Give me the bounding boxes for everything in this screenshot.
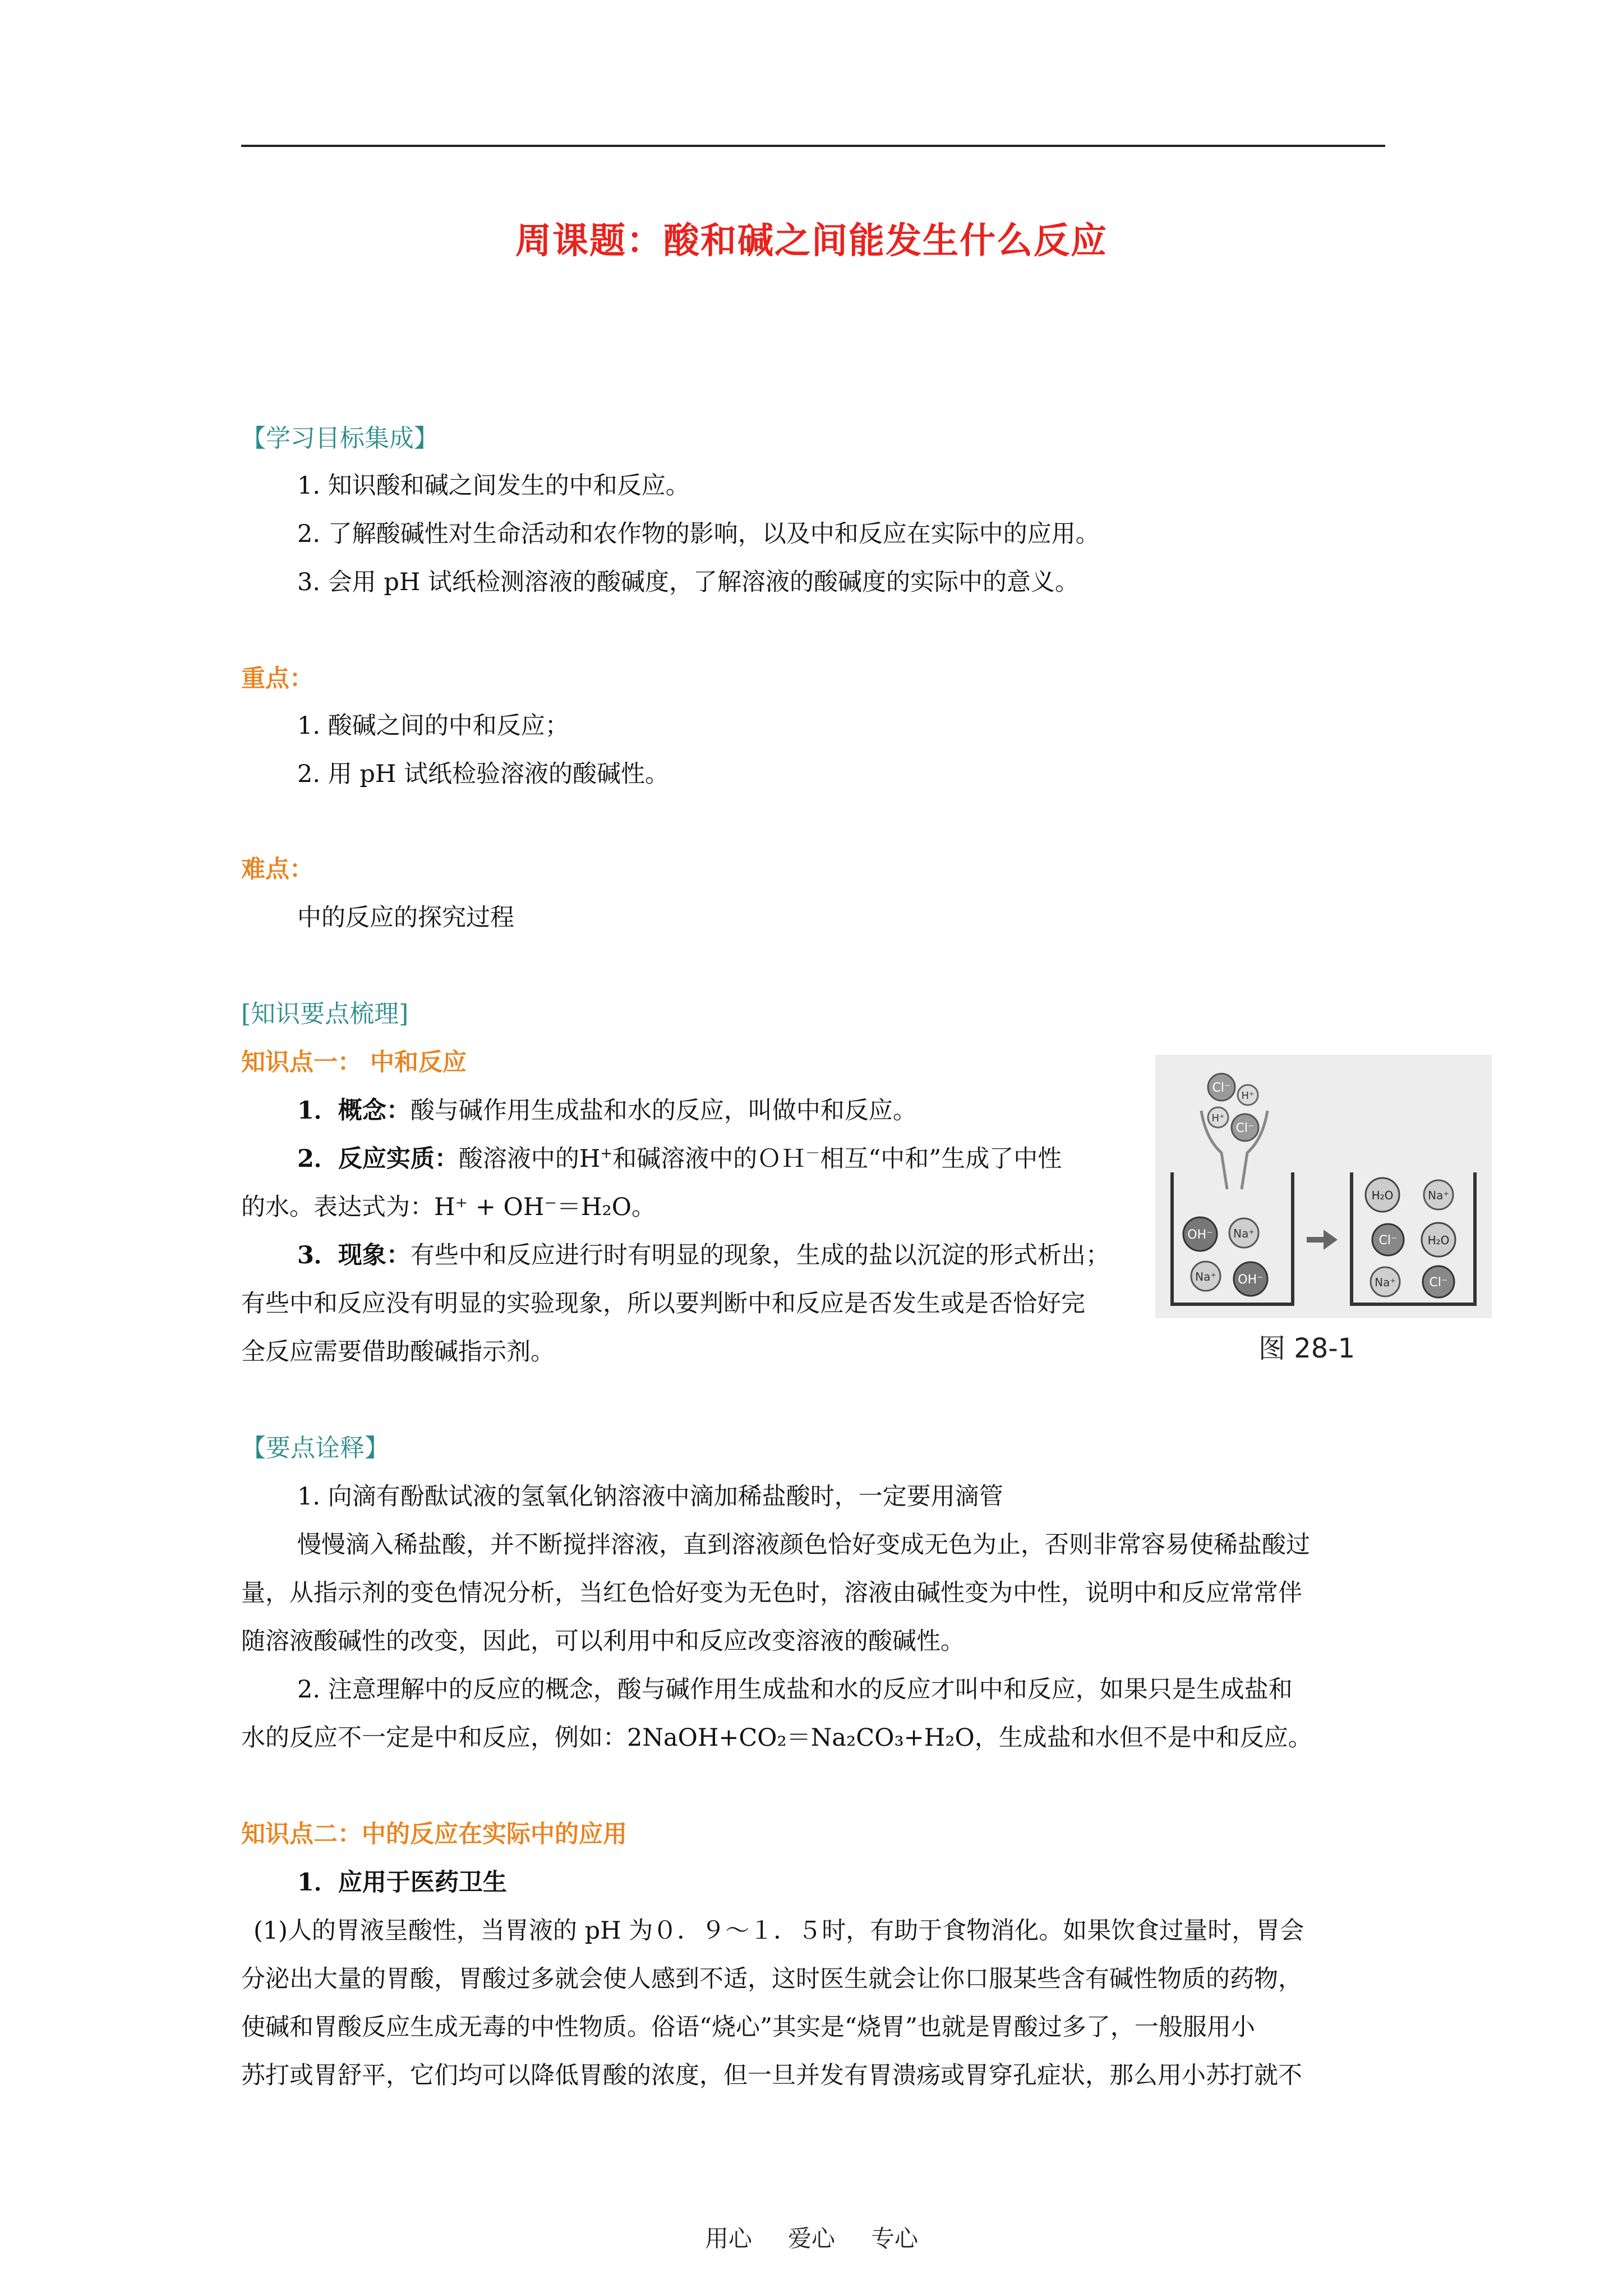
left-ion-1: OH⁻ bbox=[1187, 1228, 1213, 1242]
phenomenon-line-2: 有些中和反应没有明显的实验现象，所以要判断中和反应是否发生或是否恰好完 bbox=[241, 1290, 1085, 1318]
page-footer bbox=[0, 2220, 1623, 2254]
drop-ion-3: H⁺ bbox=[1211, 1112, 1225, 1124]
right-ion-4: H₂O bbox=[1427, 1234, 1450, 1247]
essence-c: 相互“中和”生成了中性 bbox=[820, 1145, 1062, 1173]
right-ion-1: H₂O bbox=[1371, 1189, 1394, 1202]
explain-line-3: 量，从指示剂的变色情况分析，当红色恰好变为无色时，溶液由碱性变为中性，说明中和反应常常伴 bbox=[241, 1579, 1302, 1607]
explain-line-1: 1. 向滴有酚酞试液的氢氧化钠溶液中滴加稀盐酸时，一定要用滴管 bbox=[297, 1483, 1003, 1511]
left-ion-4: OH⁻ bbox=[1238, 1273, 1264, 1287]
plus-sign: + bbox=[600, 1145, 613, 1162]
essence-line-2: 的水。表达式为：H⁺ + OH⁻＝H₂O。 bbox=[241, 1193, 656, 1221]
essence-line bbox=[297, 1142, 1062, 1176]
difficulties-heading: 难点： bbox=[241, 855, 313, 884]
explain-line-6: 水的反应不一定是中和反应，例如：2NaOH+CO₂＝Na₂CO₃+H₂O，生成盐和水但不是中和反应。 bbox=[241, 1724, 1312, 1752]
right-ion-3: Cl⁻ bbox=[1378, 1234, 1398, 1248]
knowledge-heading: [知识要点梳理] bbox=[241, 1000, 409, 1028]
drop-ion-4: Cl⁻ bbox=[1235, 1121, 1255, 1135]
explain-line-5: 2. 注意理解中的反应的概念，酸与碱作用生成盐和水的反应才叫中和反应，如果只是生成盐和 bbox=[297, 1676, 1293, 1704]
key-point-2: 2. 用 pH 试纸检验溶液的酸碱性。 bbox=[297, 760, 670, 788]
difficulties-text: 中的反应的探究过程 bbox=[297, 904, 514, 932]
objectives-heading: 【学习目标集成】 bbox=[241, 424, 439, 453]
objective-item-3: 3. 会用 pH 试纸检测溶液的酸碱度，了解溶液的酸碱度的实际中的意义。 bbox=[297, 568, 1080, 596]
footer-word-3: 专心 bbox=[871, 2225, 919, 2252]
explain-heading: 【要点诠释】 bbox=[241, 1434, 389, 1462]
figure-caption: 图 28-1 bbox=[1258, 1333, 1355, 1364]
header-rule bbox=[241, 145, 1385, 147]
objective-item-2: 2. 了解酸碱性对生命活动和农作物的影响，以及中和反应在实际中的应用。 bbox=[297, 520, 1100, 548]
point2-title: 知识点二：中的反应在实际中的应用 bbox=[241, 1820, 627, 1848]
drop-ion-1: Cl⁻ bbox=[1212, 1081, 1231, 1095]
phenomenon-line-3: 全反应需要借助酸碱指示剂。 bbox=[241, 1338, 555, 1366]
right-ion-5: Na⁺ bbox=[1375, 1276, 1396, 1289]
minus-sign: － bbox=[805, 1145, 820, 1162]
explain-line-4: 随溶液酸碱性的改变，因此，可以利用中和反应改变溶液的酸碱性。 bbox=[241, 1627, 965, 1655]
footer-word-2: 爱心 bbox=[787, 2225, 835, 2252]
point2-line-4: 苏打或胃舒平，它们均可以降低胃酸的浓度，但一旦并发有胃溃疡或胃穿孔症状，那么用小苏打就不 bbox=[241, 2062, 1302, 2090]
concept-text: 酸与碱作用生成盐和水的反应，叫做中和反应。 bbox=[410, 1097, 917, 1125]
essence-a: 酸溶液中的H bbox=[458, 1145, 601, 1173]
left-ion-2: Na⁺ bbox=[1233, 1227, 1255, 1240]
right-ion-6: Cl⁻ bbox=[1429, 1276, 1448, 1290]
essence-label: 2．反应实质： bbox=[297, 1145, 459, 1173]
concept-label: 1．概念： bbox=[297, 1097, 411, 1125]
point2-line-2: 分泌出大量的胃酸，胃酸过多就会使人感到不适，这时医生就会让你口服某些含有碱性物质的药物， bbox=[241, 1965, 1302, 1993]
phenomenon-line-1 bbox=[297, 1239, 1110, 1272]
concept-line bbox=[297, 1094, 917, 1128]
explain-line-2: 慢慢滴入稀盐酸，并不断搅拌溶液，直到溶液颜色恰好变成无色为止，否则非常容易使稀盐酸过 bbox=[297, 1531, 1310, 1559]
point2-line-3: 使碱和胃酸反应生成无毒的中性物质。俗语“烧心”其实是“烧胃”也就是胃酸过多了，一般服用小 bbox=[241, 2013, 1255, 2041]
key-point-1: 1. 酸碱之间的中和反应； bbox=[297, 712, 569, 740]
point1-title: 知识点一： 中和反应 bbox=[241, 1048, 467, 1076]
point2-subheading: 1．应用于医药卫生 bbox=[297, 1869, 507, 1897]
phenomenon-label: 3．现象： bbox=[297, 1241, 411, 1269]
right-ion-2: Na⁺ bbox=[1428, 1189, 1449, 1202]
point2-line-1: (1)人的胃液呈酸性，当胃液的 pH 为０．９～１．５时，有助于食物消化。如果饮食过量时，胃会 bbox=[253, 1917, 1304, 1945]
drop-ion-2: H⁺ bbox=[1241, 1090, 1255, 1102]
objective-item-1: 1. 知识酸和碱之间发生的中和反应。 bbox=[297, 472, 690, 500]
left-ion-3: Na⁺ bbox=[1195, 1270, 1216, 1283]
footer-word-1: 用心 bbox=[704, 2225, 752, 2252]
page-title: 周课题：酸和碱之间能发生什么反应 bbox=[515, 220, 1108, 262]
key-points-heading: 重点： bbox=[241, 665, 313, 693]
phenomenon-text-1: 有些中和反应进行时有明显的现象，生成的盐以沉淀的形式析出； bbox=[410, 1241, 1110, 1269]
essence-b: 和碱溶液中的ＯＨ bbox=[612, 1145, 806, 1173]
